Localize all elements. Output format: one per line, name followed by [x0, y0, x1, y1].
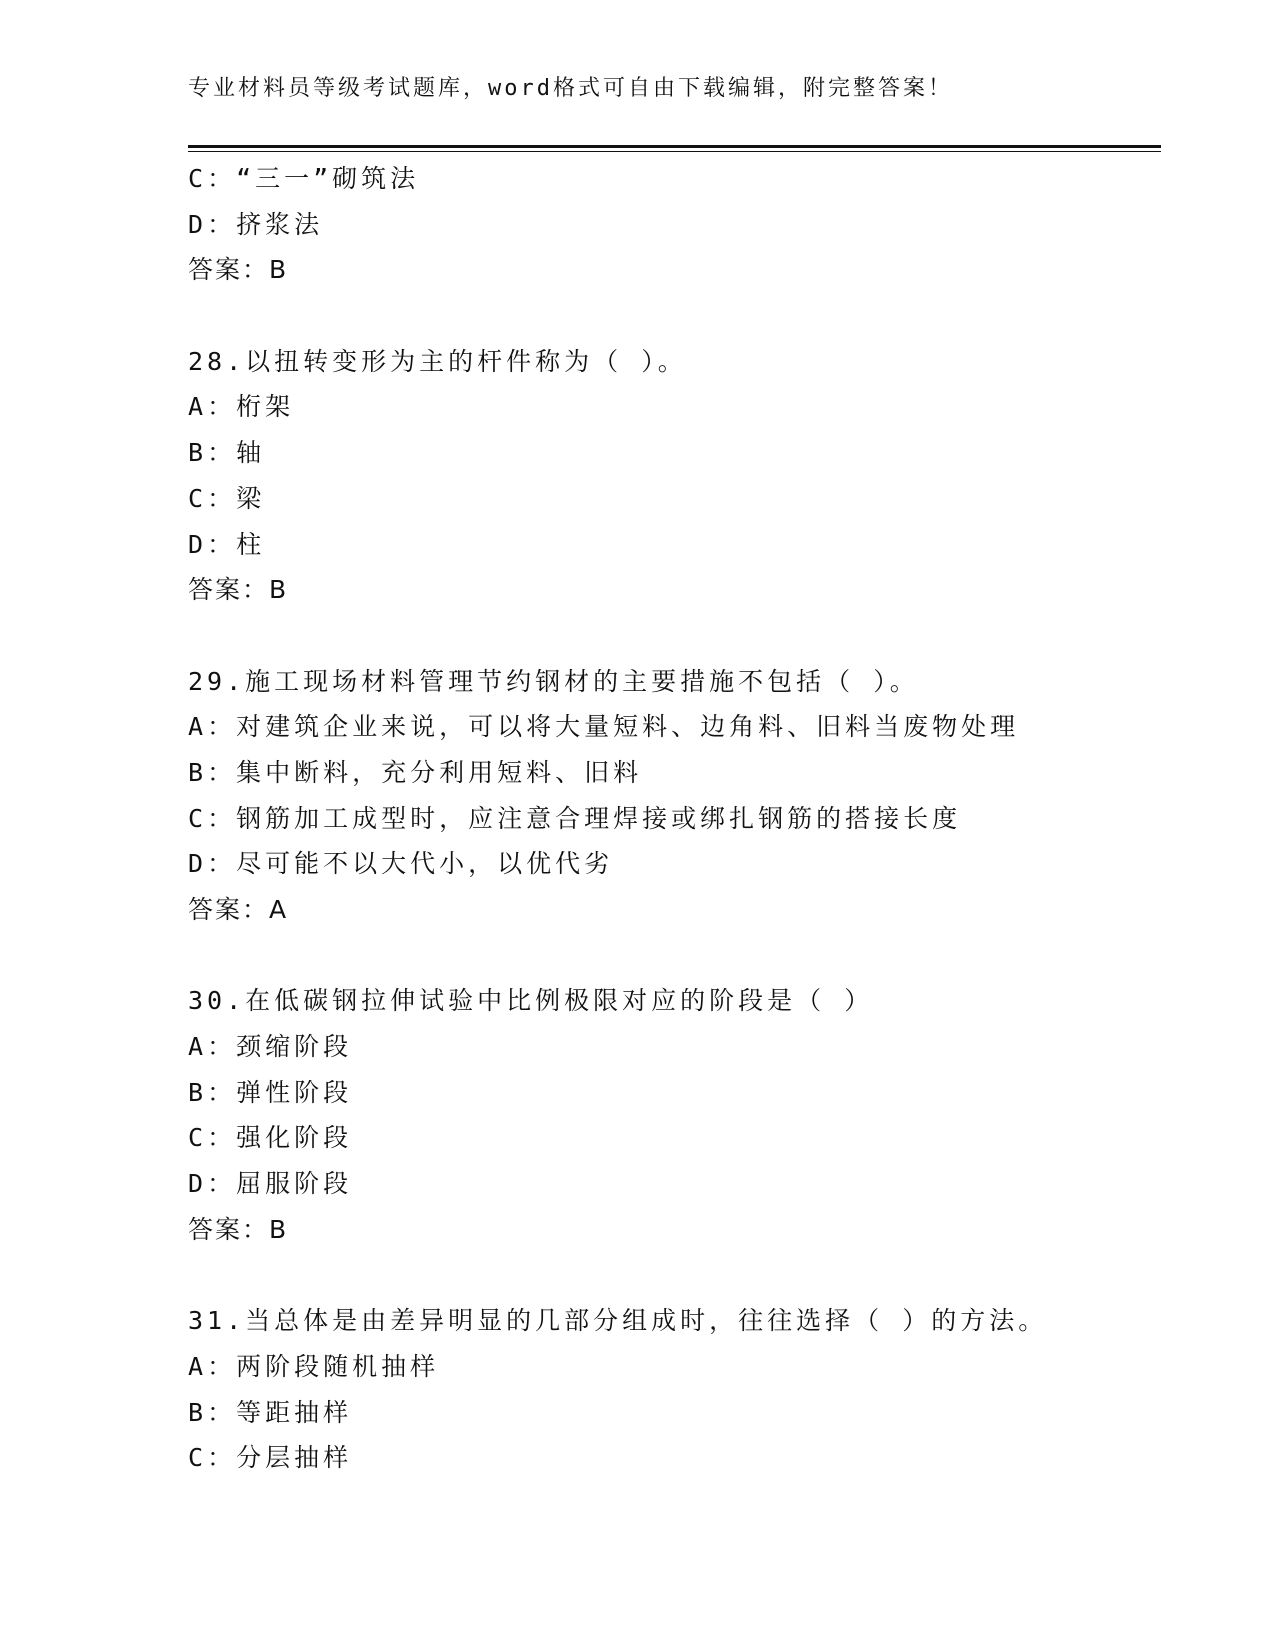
option-text: 分层抽样: [236, 1443, 353, 1473]
option-text: 轴: [236, 438, 266, 468]
option-text: 柱: [236, 529, 266, 559]
option-b: B：集中断料，充分利用短料、旧料: [188, 757, 643, 787]
answer: 答案：A: [188, 895, 289, 924]
option-text: 等距抽样: [236, 1397, 353, 1427]
option-text: 尽可能不以大代小，以优代劣: [236, 849, 614, 879]
option-c: C：“三一”砌筑法: [188, 164, 420, 193]
option-c: C：分层抽样: [188, 1443, 353, 1473]
option-d: D：柱: [188, 529, 266, 559]
page-header: 专业材料员等级考试题库，word格式可自由下载编辑，附完整答案！: [188, 76, 953, 101]
question-stem: 29.施工现场材料管理节约钢材的主要措施不包括（ ）。: [188, 666, 919, 696]
option-text: 挤浆法: [236, 209, 324, 239]
answer: 答案：B: [188, 575, 289, 605]
option-text: 两阶段随机抽样: [236, 1351, 440, 1381]
option-text: 桁架: [236, 392, 295, 422]
option-text: “三一”砌筑法: [236, 164, 420, 193]
option-text: 弹性阶段: [236, 1077, 353, 1107]
option-label: D: [188, 849, 208, 879]
question-stem: 31.当总体是由差异明显的几部分组成时，往往选择（ ）的方法。: [188, 1306, 1048, 1336]
option-c: C：钢筋加工成型时，应注意合理焊接或绑扎钢筋的搭接长度: [188, 803, 962, 833]
option-label: D: [188, 1169, 208, 1199]
option-label: C: [188, 483, 208, 513]
option-label: A: [188, 1351, 208, 1381]
option-text: 钢筋加工成型时，应注意合理焊接或绑扎钢筋的搭接长度: [236, 803, 962, 833]
option-text: 屈服阶段: [236, 1169, 353, 1199]
option-label: A: [188, 712, 208, 742]
option-b: B：弹性阶段: [188, 1077, 353, 1107]
question-content: [188, 156, 1188, 1481]
option-label: A: [188, 392, 208, 422]
option-label: D: [188, 529, 208, 559]
option-b: B：等距抽样: [188, 1397, 353, 1427]
option-a: A：桁架: [188, 392, 295, 422]
option-text: 颈缩阶段: [236, 1032, 353, 1062]
answer: 答案：B: [188, 1214, 289, 1244]
option-text: 集中断料，充分利用短料、旧料: [236, 757, 643, 787]
option-c: C：强化阶段: [188, 1123, 353, 1153]
option-text: 对建筑企业来说，可以将大量短料、边角料、旧料当废物处理: [236, 712, 1020, 742]
option-label: C: [188, 803, 208, 833]
option-label: B: [188, 1397, 208, 1427]
option-a: A：对建筑企业来说，可以将大量短料、边角料、旧料当废物处理: [188, 712, 1020, 742]
option-text: 强化阶段: [236, 1123, 353, 1153]
option-label: B: [188, 757, 208, 787]
option-label: B: [188, 438, 208, 468]
question-stem: 30.在低碳钢拉伸试验中比例极限对应的阶段是（ ）: [188, 986, 874, 1016]
option-text: 梁: [236, 483, 266, 513]
option-label: C: [188, 1123, 208, 1153]
option-label: B: [188, 1077, 208, 1107]
question-stem: 28.以扭转变形为主的杆件称为（ ）。: [188, 346, 687, 376]
option-a: A：两阶段随机抽样: [188, 1351, 440, 1381]
option-d: D：尽可能不以大代小，以优代劣: [188, 849, 614, 879]
option-label: D: [188, 209, 208, 239]
header-rule: [188, 145, 1161, 152]
option-b: B：轴: [188, 438, 266, 468]
option-label: C: [188, 1443, 208, 1473]
option-label: C: [188, 164, 208, 193]
option-a: A：颈缩阶段: [188, 1032, 353, 1062]
answer: 答案：B: [188, 255, 289, 285]
option-c: C：梁: [188, 483, 266, 513]
option-label: A: [188, 1032, 208, 1062]
option-d: D：挤浆法: [188, 209, 324, 239]
option-d: D：屈服阶段: [188, 1169, 353, 1199]
